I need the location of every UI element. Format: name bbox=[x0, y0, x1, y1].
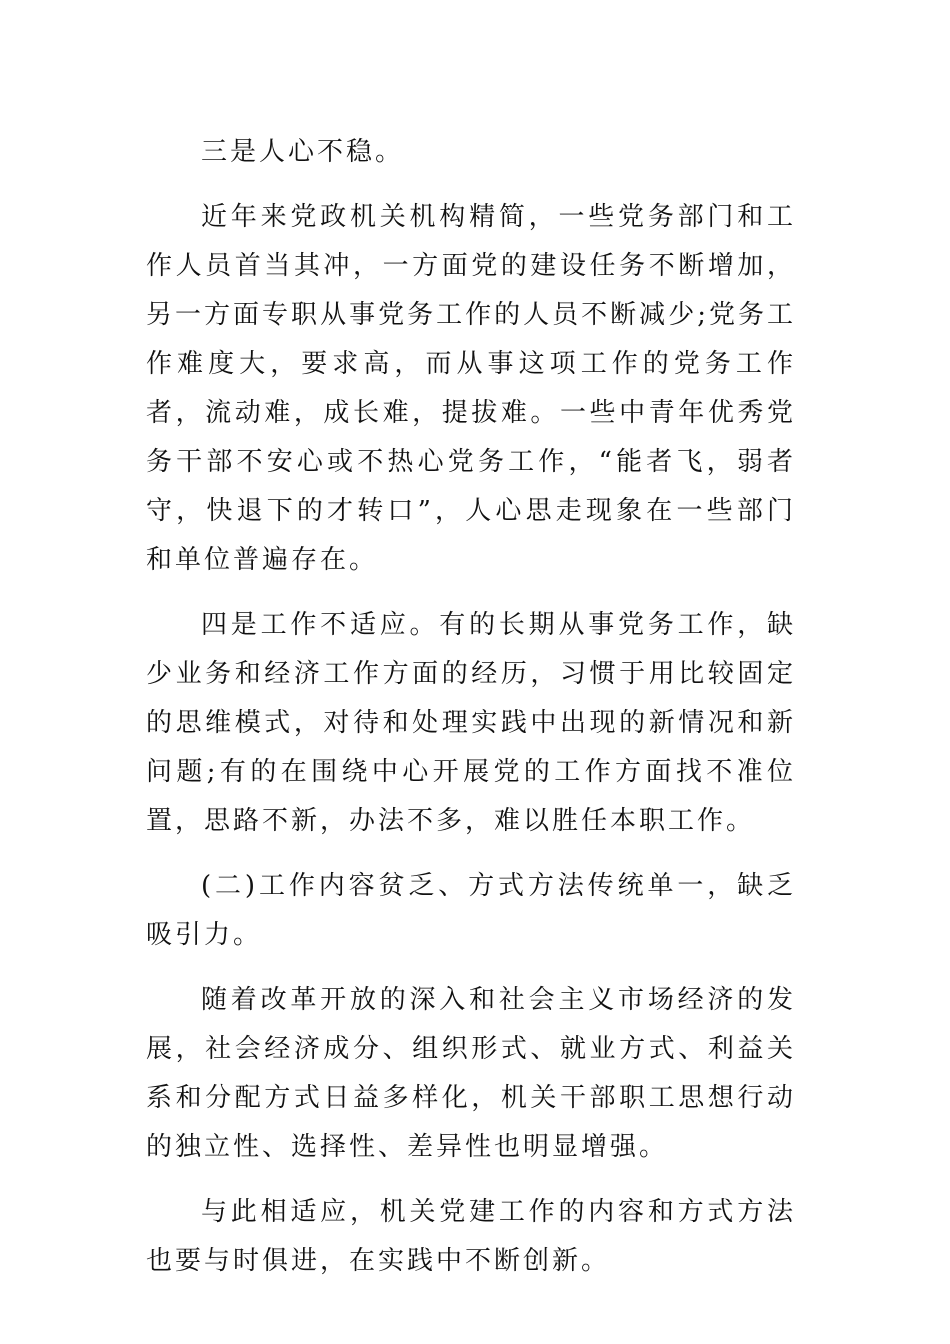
document-body bbox=[146, 128, 796, 1302]
section-heading-two: (二)工作内容贫乏、方式方法传统单一，缺乏吸引力。 bbox=[146, 871, 796, 950]
paragraph-reform-diversification: 随着改革开放的深入和社会主义市场经济的发展，社会经济成分、组织形式、就业方式、利益关系和分配方式日益多样化，机关干部职工思想行动的独立性、选择性、差异性也明显增强。 bbox=[146, 985, 796, 1162]
paragraph-innovation-requirement: 与此相适应，机关党建工作的内容和方式方法也要与时俱进，在实践中不断创新。 bbox=[146, 1197, 796, 1276]
paragraph-personnel-instability: 近年来党政机关机构精简，一些党务部门和工作人员首当其冲，一方面党的建设任务不断增加，另一方面专职从事党务工作的人员不断减少;党务工作难度大，要求高，而从事这项工作的党务工作者，流动难，成长难，提拔难。一些中青年优秀党务干部不安心或不热心党务工作，“能者飞，弱者守，快退下的才转口”，人心思走现象在一些部门和单位普遍存在。 bbox=[146, 202, 796, 575]
paragraph-point-four-work-unadapted: 四是工作不适应。有的长期从事党务工作，缺少业务和经济工作方面的经历，习惯于用比较固定的思维模式，对待和处理实践中出现的新情况和新问题;有的在围绕中心开展党的工作方面找不准位置，思路不新，办法不多，难以胜任本职工作。 bbox=[146, 610, 796, 836]
paragraph-point-three-heading: 三是人心不稳。 bbox=[201, 137, 405, 167]
